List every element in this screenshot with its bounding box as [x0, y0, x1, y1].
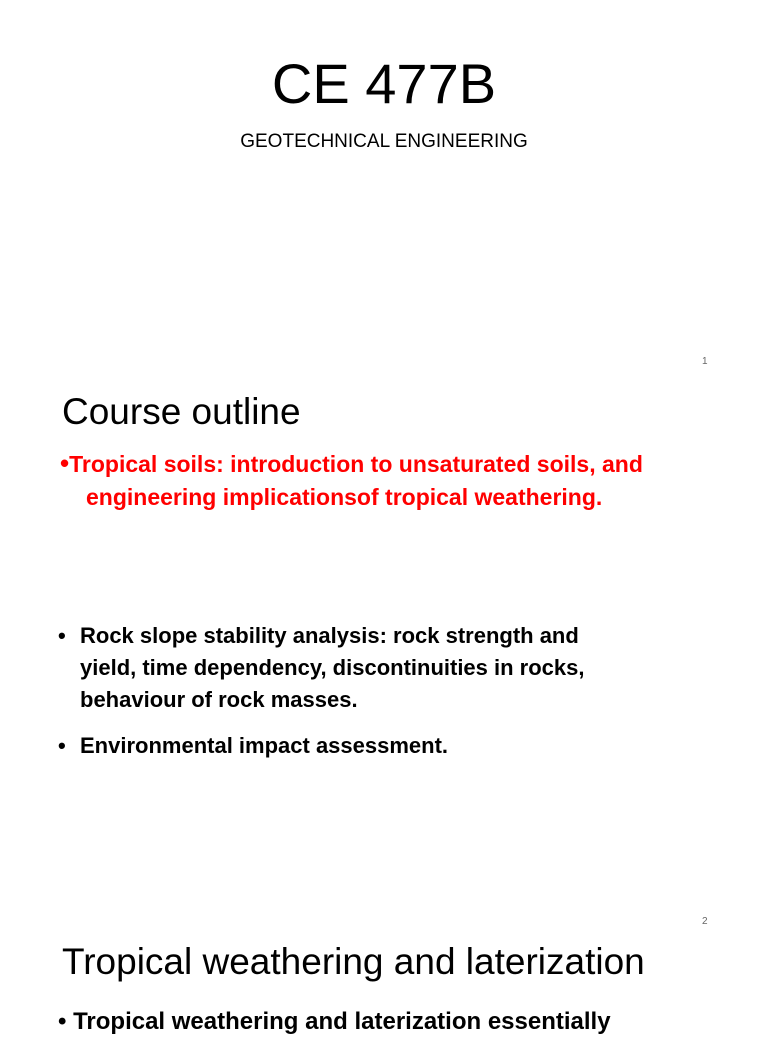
bullet-marker: •: [58, 733, 66, 758]
bullet-text-line: Tropical soils: introduction to unsaturated soils, and: [69, 451, 643, 477]
bullet-marker: •: [58, 623, 66, 648]
partial-bullet-text: • Tropical weathering and laterization essentially: [58, 1008, 611, 1035]
course-subtitle: GEOTECHNICAL ENGINEERING: [240, 131, 528, 152]
title-slide: [0, 0, 768, 372]
slide-heading: Course outline: [62, 391, 301, 432]
highlighted-bullet: [60, 447, 750, 514]
bullet-text-line: yield, time dependency, discontinuities in rocks,: [80, 655, 585, 680]
bullet-item: [58, 730, 748, 762]
bullet-text-line: Environmental impact assessment.: [80, 733, 449, 758]
page-number: 1: [702, 356, 708, 367]
bullet-text-line: engineering implicationsof tropical weathering.: [86, 484, 603, 510]
bullet-marker: •: [60, 448, 70, 478]
bullet-item: [58, 620, 748, 716]
bullet-text-line: behaviour of rock masses.: [80, 687, 358, 712]
bullet-text-line: Rock slope stability analysis: rock strength and: [80, 623, 579, 648]
slide-heading: Tropical weathering and laterization: [62, 941, 645, 982]
course-code-title: CE 477B: [271, 52, 497, 115]
page-number: 2: [702, 916, 708, 927]
